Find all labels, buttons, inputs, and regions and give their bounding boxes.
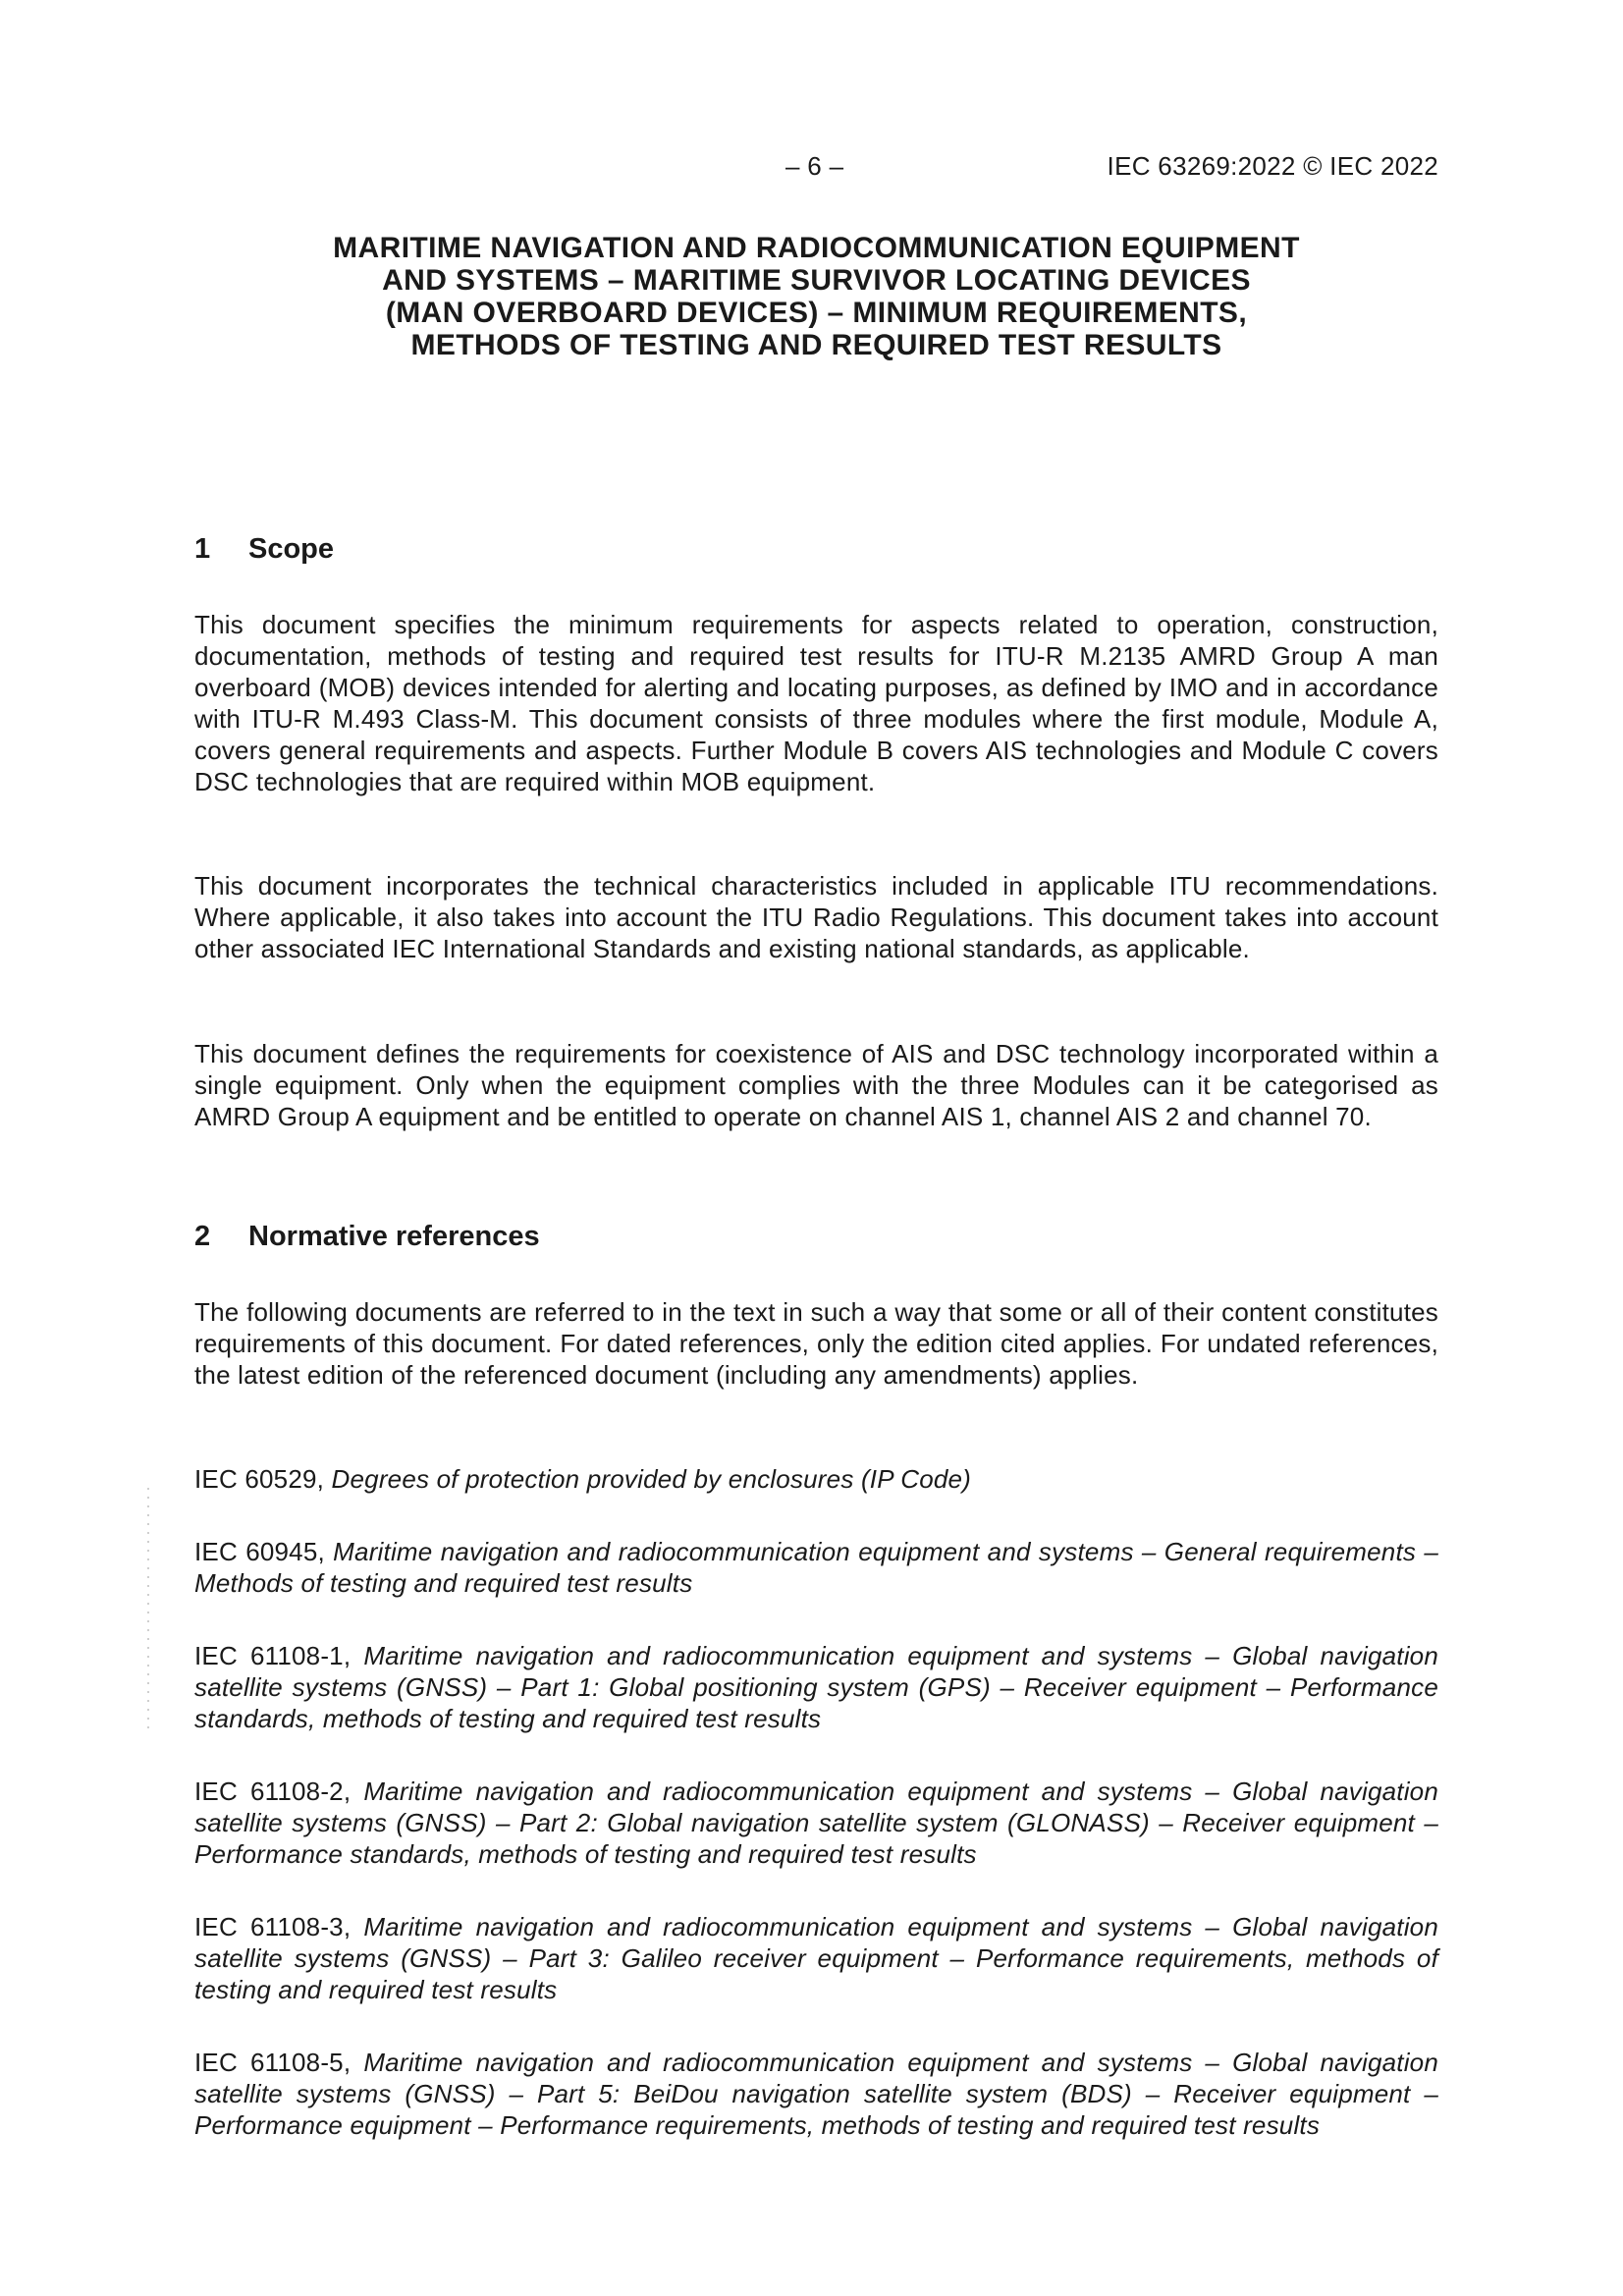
reference-title: Maritime navigation and radiocommunication equipment and systems – Global navigation satellite systems (GNSS) – Part 2: Global navigation satellite system (GLONASS) – Receiver equipment – Performance standards, methods of testing and required test results bbox=[194, 1777, 1439, 1869]
title-line: (MAN OVERBOARD DEVICES) – MINIMUM REQUIREMENTS, bbox=[385, 297, 1248, 329]
reference-entry bbox=[194, 1911, 1438, 2005]
document-reference: IEC 63269:2022 © IEC 2022 bbox=[1107, 151, 1438, 181]
scope-paragraph: This document incorporates the technical characteristics included in applicable ITU recommendations. Where applicable, it also takes into account the ITU Radio Regulations. This document takes into account other associated IEC International Standards and existing national standards, as applicable. bbox=[194, 871, 1438, 963]
title-line: AND SYSTEMS – MARITIME SURVIVOR LOCATING DEVICES bbox=[382, 264, 1251, 297]
section-number: 2 bbox=[194, 1221, 211, 1252]
reference-entry bbox=[194, 1776, 1438, 1870]
section-number: 1 bbox=[194, 533, 211, 565]
reference-title: Degrees of protection provided by enclosures (IP Code) bbox=[331, 1464, 972, 1494]
reference-entry bbox=[194, 1640, 1438, 1734]
margin-marks bbox=[147, 1488, 149, 1733]
page-number: – 6 – bbox=[785, 151, 844, 181]
reference-id: IEC 60529, bbox=[194, 1464, 325, 1494]
section-heading-scope bbox=[194, 532, 1438, 566]
reference-entry bbox=[194, 2047, 1438, 2141]
scope-paragraph: This document defines the requirements for coexistence of AIS and DSC technology incorporated within a single equipment. Only when the equipment complies with the three Modules can it be categorised as AMRD Group A equipment and be entitled to operate on channel AIS 1, channel AIS 2 and channel 70. bbox=[194, 1039, 1438, 1131]
reference-id: IEC 61108-1, bbox=[194, 1641, 352, 1670]
title-line: MARITIME NAVIGATION AND RADIOCOMMUNICATION EQUIPMENT bbox=[333, 232, 1300, 264]
reference-id: IEC 61108-2, bbox=[194, 1777, 352, 1806]
reference-entry bbox=[194, 1536, 1438, 1599]
reference-title: Maritime navigation and radiocommunication equipment and systems – Global navigation satellite systems (GNSS) – Part 5: BeiDou navigation satellite system (BDS) – Receiver equipment – Performance equipment – Performance requirements, methods of testing and required test results bbox=[194, 2048, 1439, 2140]
section-heading-normative-references bbox=[194, 1220, 1438, 1253]
reference-entry bbox=[194, 1463, 1438, 1495]
title-line: METHODS OF TESTING AND REQUIRED TEST RESULTS bbox=[410, 329, 1222, 361]
reference-title: Maritime navigation and radiocommunication equipment and systems – General requirements – Methods of testing and required test results bbox=[194, 1537, 1438, 1598]
document-title bbox=[194, 232, 1438, 361]
reference-title: Maritime navigation and radiocommunication equipment and systems – Global navigation satellite systems (GNSS) – Part 3: Galileo receiver equipment – Performance requirements, methods of testing and required test results bbox=[194, 1912, 1439, 2004]
reference-title: Maritime navigation and radiocommunication equipment and systems – Global navigation satellite systems (GNSS) – Part 1: Global positioning system (GPS) – Receiver equipment – Performance standards, methods of testing and required test results bbox=[194, 1641, 1439, 1733]
reference-id: IEC 61108-5, bbox=[194, 2048, 352, 2077]
scope-paragraph: This document specifies the minimum requirements for aspects related to operation, construction, documentation, methods of testing and required test results for ITU-R M.2135 AMRD Group A man overboard (MOB) devices intended for alerting and locating purposes, as defined by IMO and in accordance with ITU-R M.493 Class-M. This document consists of three modules where the first module, Module A, covers general requirements and aspects. Further Module B covers AIS technologies and Module C covers DSC technologies that are required within MOB equipment. bbox=[194, 610, 1438, 796]
normative-intro: The following documents are referred to in the text in such a way that some or all of their content constitutes requirements of this document. For dated references, only the edition cited applies. For undated references, the latest edition of the referenced document (including any amendments) applies. bbox=[194, 1297, 1438, 1390]
reference-id: IEC 61108-3, bbox=[194, 1912, 352, 1941]
section-title: Scope bbox=[248, 533, 335, 565]
section-title: Normative references bbox=[248, 1221, 540, 1252]
reference-id: IEC 60945, bbox=[194, 1537, 325, 1566]
